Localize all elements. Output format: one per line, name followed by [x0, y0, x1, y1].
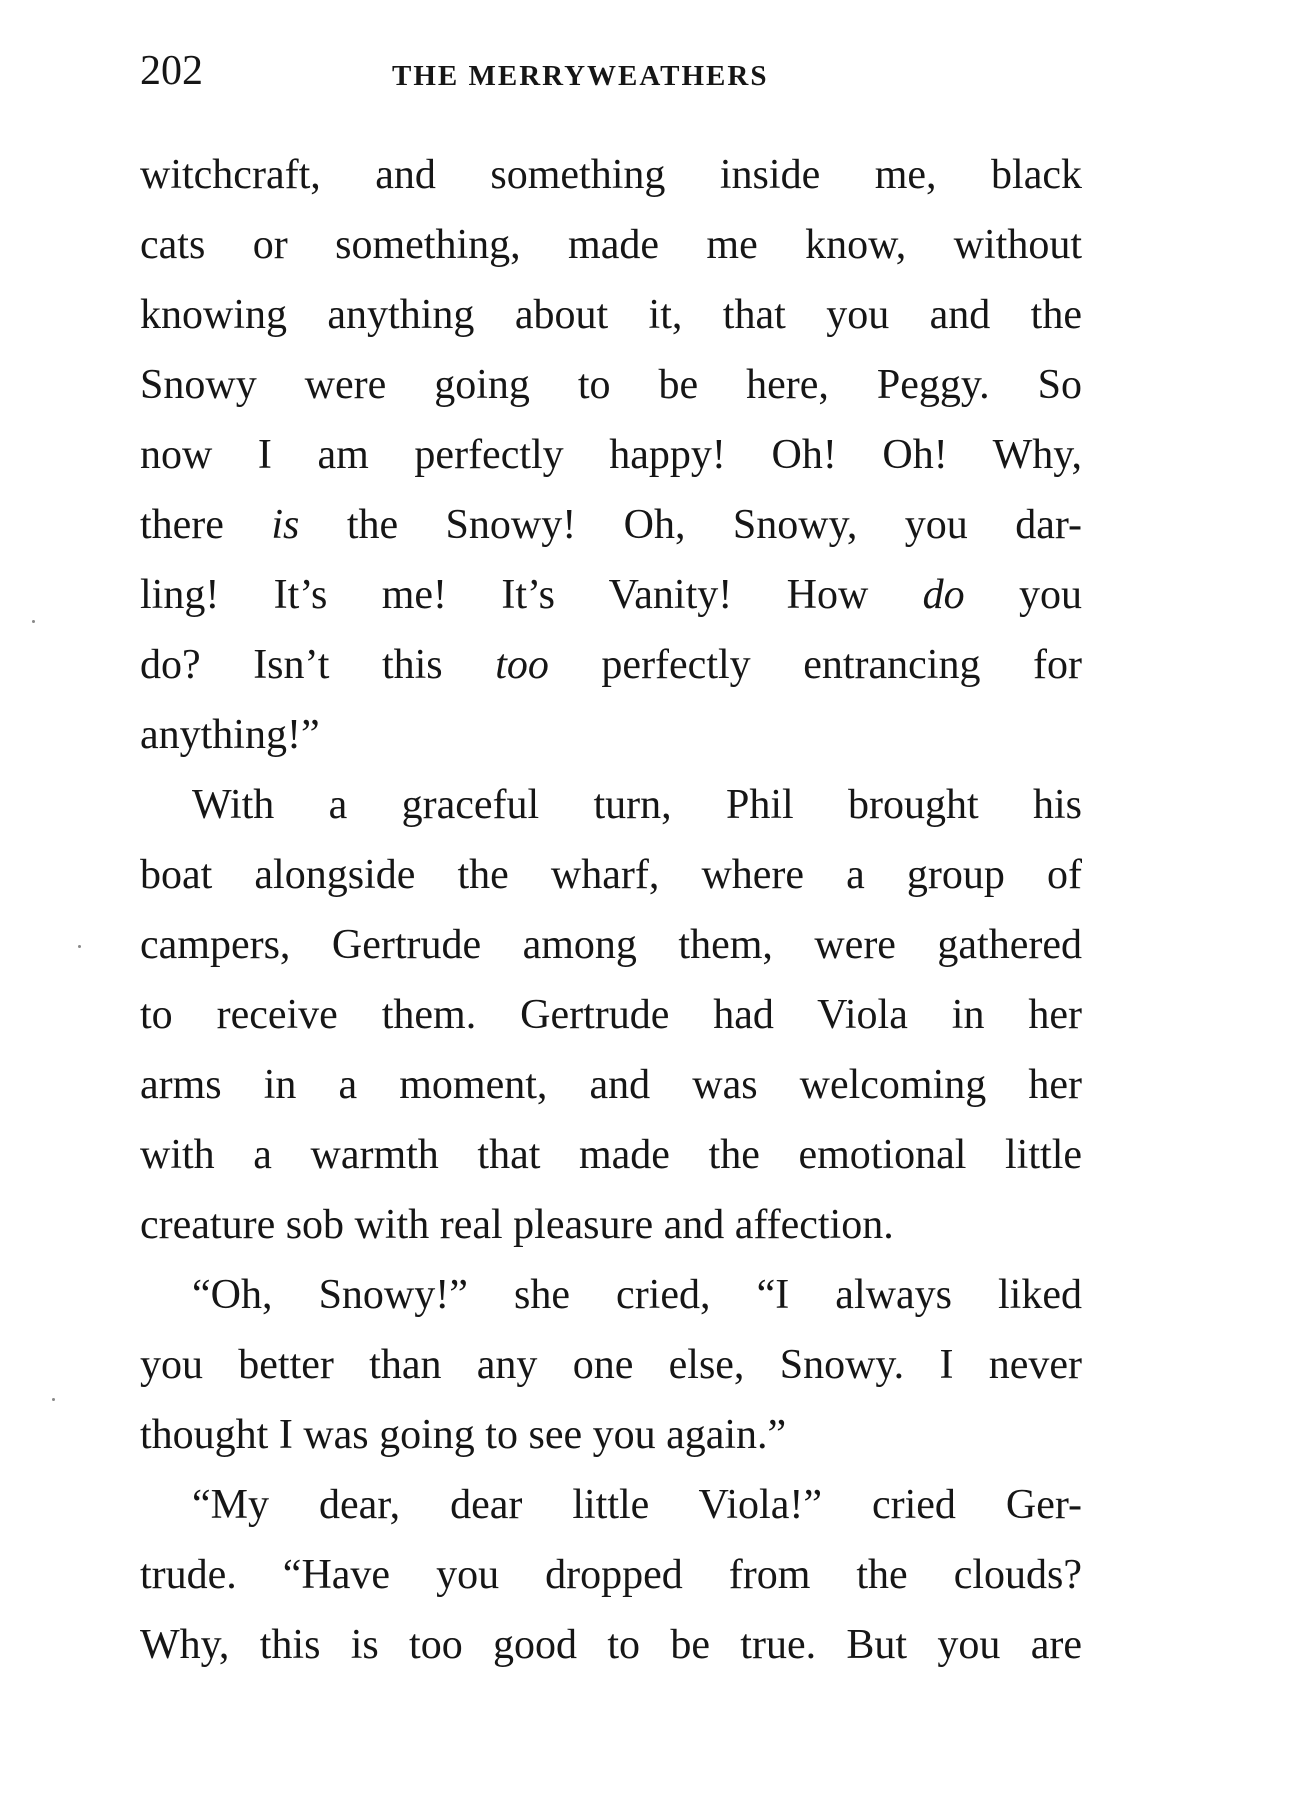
text-line: trude. “Have you dropped from the clouds?	[140, 1552, 1082, 1598]
scan-speck	[32, 620, 35, 623]
scan-speck	[78, 945, 81, 948]
body-text	[140, 140, 1082, 1680]
italic-text: do	[922, 572, 965, 618]
scan-speck	[52, 1398, 55, 1401]
text-line: thought I was going to see you again.”	[140, 1412, 787, 1458]
text-line: “My dear, dear little Viola!” cried Ger-	[192, 1482, 1082, 1528]
text-line: ling! It’s me! It’s Vanity! How do you	[140, 572, 1082, 618]
text-line: Why, this is too good to be true. But you are	[140, 1622, 1082, 1668]
text-line: to receive them. Gertrude had Viola in her	[140, 992, 1082, 1038]
text-line: “Oh, Snowy!” she cried, “I always liked	[192, 1272, 1082, 1318]
italic-text: is	[271, 502, 300, 548]
running-head: THE MERRYWEATHERS	[392, 60, 769, 92]
text-line: With a graceful turn, Phil brought his	[192, 782, 1082, 828]
text-line: campers, Gertrude among them, were gathered	[140, 922, 1082, 968]
text-line: now I am perfectly happy! Oh! Oh! Why,	[140, 432, 1082, 478]
text-line: there is the Snowy! Oh, Snowy, you dar-	[140, 502, 1082, 548]
page-number: 202	[140, 48, 203, 94]
text-line: you better than any one else, Snowy. I never	[140, 1342, 1082, 1388]
italic-text: too	[495, 642, 549, 688]
text-line: knowing anything about it, that you and the	[140, 292, 1082, 338]
text-line: creature sob with real pleasure and affection.	[140, 1202, 894, 1248]
text-line: with a warmth that made the emotional little	[140, 1132, 1082, 1178]
text-line: boat alongside the wharf, where a group of	[140, 852, 1082, 898]
text-line: Snowy were going to be here, Peggy. So	[140, 362, 1082, 408]
text-line: do? Isn’t this too perfectly entrancing for	[140, 642, 1082, 688]
text-line: cats or something, made me know, without	[140, 222, 1082, 268]
text-line: witchcraft, and something inside me, black	[140, 152, 1082, 198]
text-line: anything!”	[140, 712, 320, 758]
text-line: arms in a moment, and was welcoming her	[140, 1062, 1082, 1108]
